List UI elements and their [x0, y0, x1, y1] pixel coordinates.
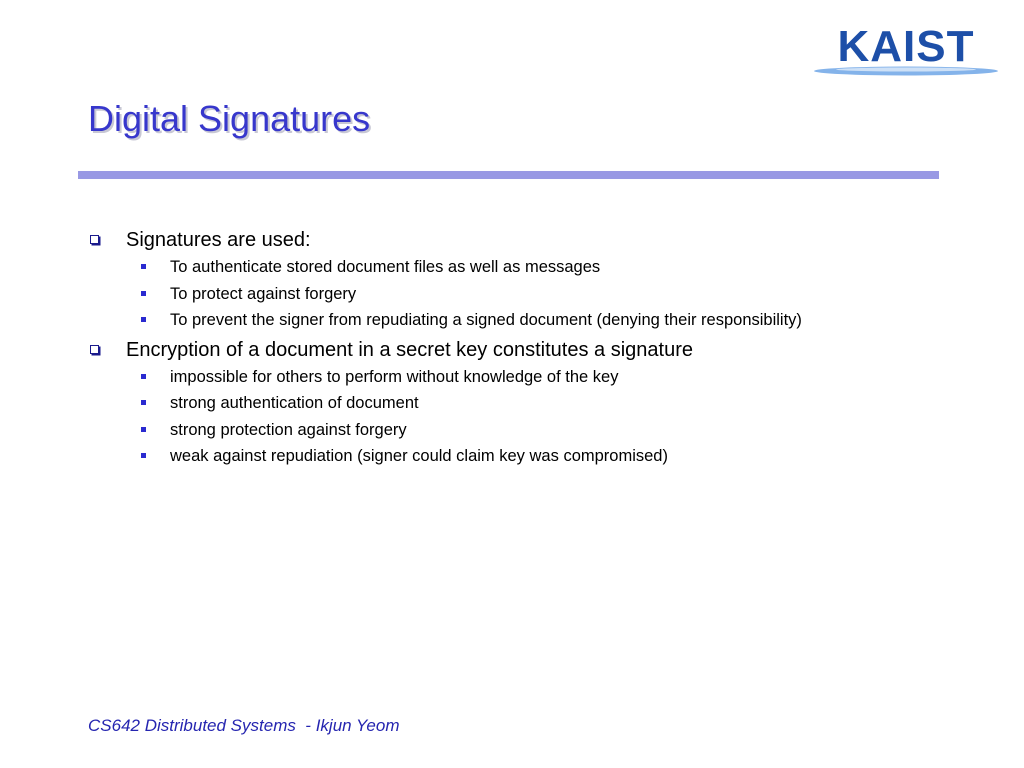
sub-bullet-item [86, 307, 966, 334]
sub-bullet-text: To prevent the signer from repudiating a signed document (denying their responsibility) [170, 311, 802, 329]
bullet-list [86, 226, 966, 472]
square-bullet-icon [141, 291, 146, 296]
kaist-logo [806, 18, 1006, 80]
hollow-square-bullet-icon [90, 235, 99, 244]
title-underline [78, 171, 939, 179]
bullet-group [86, 226, 966, 334]
hollow-square-bullet-icon [90, 345, 99, 354]
square-bullet-icon [141, 374, 146, 379]
sub-bullet-item [86, 254, 966, 281]
bullet-item [86, 226, 966, 254]
square-bullet-icon [141, 317, 146, 322]
logo-wordmark: KAIST [837, 22, 975, 71]
sub-bullet-item [86, 364, 966, 391]
square-bullet-icon [141, 427, 146, 432]
sub-bullet-item [86, 281, 966, 308]
sub-bullet-item [86, 390, 966, 417]
sub-bullet-text: impossible for others to perform without knowledge of the key [170, 367, 619, 386]
sub-bullet-item [86, 443, 966, 470]
bullet-group [86, 336, 966, 470]
bullet-text: Encryption of a document in a secret key constitutes a signature [126, 338, 693, 361]
square-bullet-icon [141, 400, 146, 405]
sub-bullet-text: strong authentication of document [170, 394, 419, 412]
sub-bullet-item [86, 417, 966, 444]
sub-bullet-text: weak against repudiation (signer could claim key was compromised) [170, 447, 668, 465]
sub-bullet-text: To protect against forgery [170, 284, 357, 303]
slide-title: Digital Signatures [88, 98, 371, 139]
bullet-item [86, 336, 966, 364]
sub-bullet-text: To authenticate stored document files as well as messages [170, 258, 601, 276]
bullet-text: Signatures are used: [126, 229, 311, 251]
square-bullet-icon [141, 264, 146, 269]
square-bullet-icon [141, 453, 146, 458]
slide-footer: CS642 Distributed Systems - Ikjun Yeom [88, 716, 400, 735]
sub-bullet-text: strong protection against forgery [170, 420, 407, 439]
